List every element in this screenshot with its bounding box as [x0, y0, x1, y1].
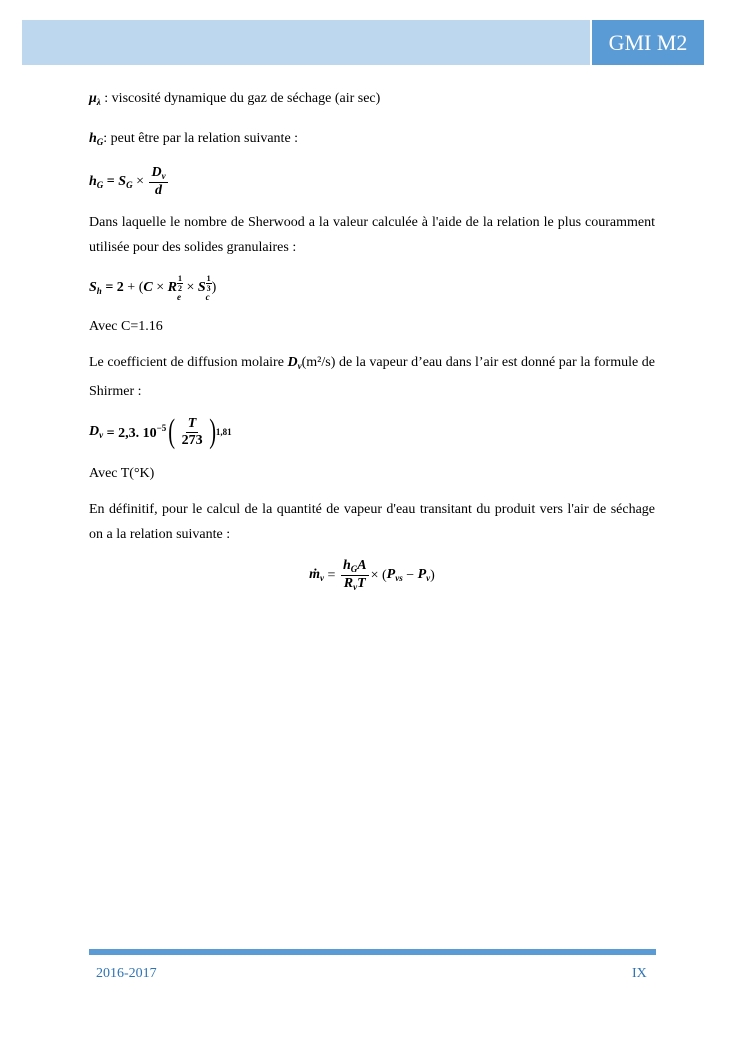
hg-desc: : peut être par la relation suivante :	[103, 131, 299, 146]
avec-t: Avec T(°K)	[89, 466, 155, 481]
mu-definition	[89, 86, 655, 115]
hg-symbol: $h_G$	[89, 131, 104, 147]
fraction-hga-rvt: $\frac{h_GA}{R_vT}$	[342, 558, 367, 592]
footer-bar	[89, 949, 656, 955]
mu-symbol: $\mu_\lambda$	[89, 91, 101, 107]
final-intro: En définitif, pour le calcul de la quantité de vapeur d'eau transitant du produit vers l'air de séchage on a la relation suivante :	[89, 502, 655, 542]
header-badge: GMI M2	[592, 20, 704, 65]
equation-shirmer: $D_v$ = 2,3. $10^{-5}$ ( $\frac{T}{273}$ ) 1,81	[89, 413, 232, 450]
diffusion-intro: Le coefficient de diffusion molaire $D_v(m^2/s)$ de la vapeur d’eau dans l’air est donné par la formule de Shirmer :	[89, 355, 655, 399]
avec-c: Avec C=1.16	[89, 319, 163, 334]
equation-mass-flow: ṁ$_v$ = $\frac{h_GA}{R_vT}$ × ( $P_{vs}$ − $P_v$ )	[309, 558, 435, 592]
equation-sherwood: $S_h$ = 2 + ( C × R $\frac{1}{2}$ e × S $\frac{1}{3}$ c )	[89, 274, 217, 302]
page-number: IX	[632, 966, 647, 981]
fraction-t-273: $\frac{T}{273}$	[181, 415, 203, 448]
header-bar	[22, 20, 590, 65]
dv-symbol: $D_v$	[287, 355, 302, 371]
fraction-dv-d: $\frac{D_v}{d}$	[151, 165, 166, 198]
mu-desc: : viscosité dynamique du gaz de séchage (air sec)	[104, 91, 381, 106]
sherwood-intro: Dans laquelle le nombre de Sherwood a la valeur calculée à l'aide de la relation le plus couramment utilisée pour des solides granulaires :	[89, 215, 655, 255]
hg-definition	[89, 126, 655, 155]
equation-hg: $h_G$ = $S_G$ × $\frac{D_v}{d}$	[89, 165, 166, 198]
footer-year: 2016-2017	[96, 966, 157, 981]
page-content	[89, 86, 655, 604]
